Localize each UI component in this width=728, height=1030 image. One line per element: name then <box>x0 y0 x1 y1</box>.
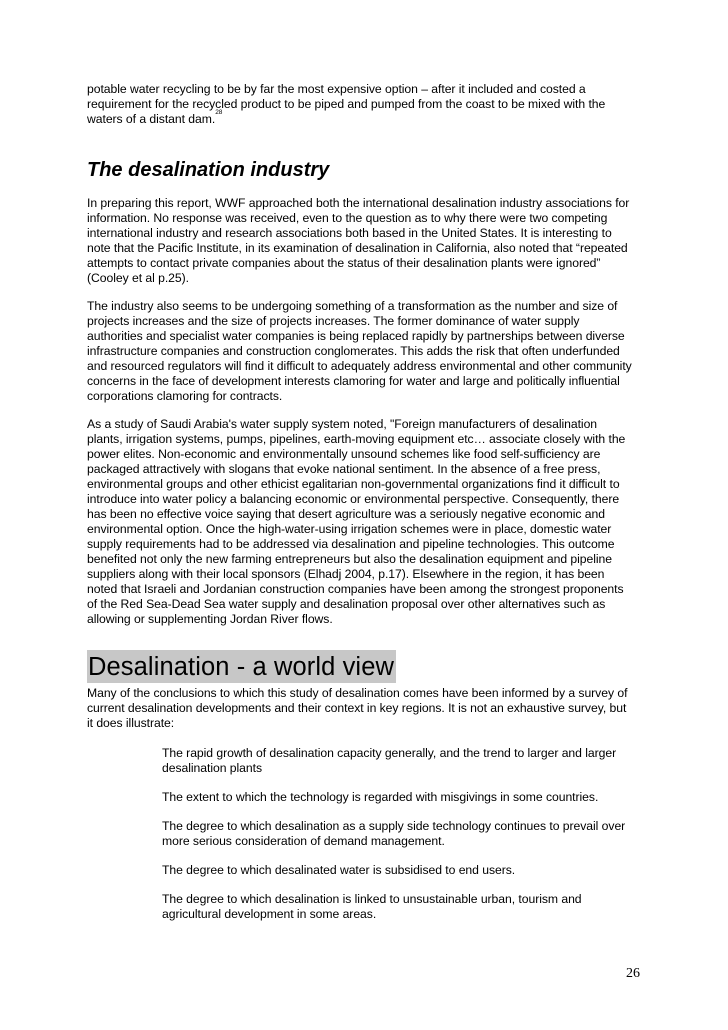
list-item-text <box>162 819 647 849</box>
paragraph <box>87 686 647 731</box>
text-line: environmental option. Once the high-water-using irrigation schemes were in place, domestic water <box>87 522 612 536</box>
text-line: The rapid growth of desalination capacity generally, and the trend to larger and larger <box>162 746 617 760</box>
text-line: introduce into water policy a balancing economic or environmental perspective. Consequently, there <box>87 492 620 506</box>
illustration-list <box>87 746 647 922</box>
text-line: agricultural development in some areas. <box>162 907 377 921</box>
text-line: information. No response was received, even to the question as to why there were two competing <box>87 211 608 225</box>
list-item-text <box>162 863 647 878</box>
text-line-fragment: waters of a distant dam. <box>87 112 216 126</box>
list-item <box>162 863 647 878</box>
list-item-text <box>162 892 647 922</box>
text-line: packaged attractively with slogans that evoke national sentiment. In the absence of a free press, <box>87 462 601 476</box>
section-heading-world-view: Desalination - a world view <box>87 650 396 683</box>
text-line: infrastructure companies and construction conglomerates. This adds the risk that often underfunded <box>87 344 620 358</box>
section-heading-wrapper <box>87 650 647 683</box>
text-line: allowing or supplementing Jordan River flows. <box>87 612 333 626</box>
list-item-text <box>162 790 647 805</box>
text-line: The industry also seems to be undergoing something of a transformation as the number and size of <box>87 299 618 313</box>
page-content <box>87 82 647 922</box>
text-line: In preparing this report, WWF approached both the international desalination industry associations for <box>87 196 630 210</box>
text-line: supply requirements had to be addressed via desalination and pipeline technologies. This outcome <box>87 537 615 551</box>
text-line: corporations clamoring for contracts. <box>87 389 283 403</box>
text-line: of the Red Sea-Dead Sea water supply and desalination proposal over other alternatives such as <box>87 597 606 611</box>
page-number: 26 <box>626 966 640 981</box>
list-item <box>162 892 647 922</box>
text-line: (Cooley et al p.25). <box>87 271 189 285</box>
text-line: projects increases and the size of projects increases. The former dominance of water supply <box>87 314 580 328</box>
text-line: environmental groups and other ethicist egalitarian non-governmental organizations find it difficult to <box>87 477 620 491</box>
text-line: noted that Israeli and Jordanian construction companies have been among the strongest proponents <box>87 582 624 596</box>
section-heading-desalination-industry: The desalination industry <box>87 159 330 181</box>
text-line: note that the Pacific Institute, in its examination of desalination in California, also noted that “repeated <box>87 241 628 255</box>
text-line: current desalination developments and their context in key regions. It is not an exhaustive survey, but <box>87 701 627 715</box>
list-item <box>162 790 647 805</box>
text-line: concerns in the face of development interests clamoring for water and large and politically influential <box>87 374 620 388</box>
text-line: it does illustrate: <box>87 716 175 730</box>
text-line: international industry and research associations both based in the United States. It is interesting to <box>87 226 612 240</box>
text-line: more serious consideration of demand management. <box>162 834 445 848</box>
text-line: has been no effective voice saying that desert agriculture was a seriously negative economic and <box>87 507 605 521</box>
footnote-marker[interactable]: 28 <box>215 109 223 116</box>
text-line: The extent to which the technology is regarded with misgivings in some countries. <box>162 790 599 804</box>
paragraph <box>87 196 647 286</box>
text-line <box>87 109 647 127</box>
intro-paragraph <box>87 82 647 127</box>
list-item <box>162 746 647 776</box>
text-line: requirement for the recycled product to be piped and pumped from the coast to be mixed with the <box>87 97 606 111</box>
paragraph <box>87 299 647 404</box>
text-line: suppliers along with their local sponsors (Elhadj 2004, p.17). Elsewhere in the region, it has been <box>87 567 605 581</box>
text-line: Many of the conclusions to which this study of desalination comes have been informed by a survey of <box>87 686 628 700</box>
text-line: attempts to contact private companies about the status of their desalination plants were ignored” <box>87 256 601 270</box>
text-line: authorities and specialist water companies is being replaced rapidly by partnerships between diverse <box>87 329 625 343</box>
list-item <box>162 819 647 849</box>
paragraph <box>87 417 647 627</box>
text-line: As a study of Saudi Arabia's water supply system noted, "Foreign manufacturers of desalination <box>87 417 598 431</box>
list-item-text <box>162 746 647 776</box>
text-line: and resourced regulators will find it difficult to adequately address environmental and other community <box>87 359 632 373</box>
text-line: desalination plants <box>162 761 263 775</box>
text-line: The degree to which desalination as a supply side technology continues to prevail over <box>162 819 626 833</box>
text-line: plants, irrigation systems, pumps, pipelines, earth-moving equipment etc… associate closely with the <box>87 432 626 446</box>
text-line: potable water recycling to be by far the most expensive option – after it included and costed a <box>87 82 586 96</box>
text-line: power elites. Non-economic and environmentally unsound schemes like food self-sufficiency are <box>87 447 601 461</box>
text-line: benefited not only the new farming entrepreneurs but also the desalination equipment and pipeline <box>87 552 612 566</box>
text-line: The degree to which desalinated water is subsidised to end users. <box>162 863 516 877</box>
text-line: The degree to which desalination is linked to unsustainable urban, tourism and <box>162 892 582 906</box>
